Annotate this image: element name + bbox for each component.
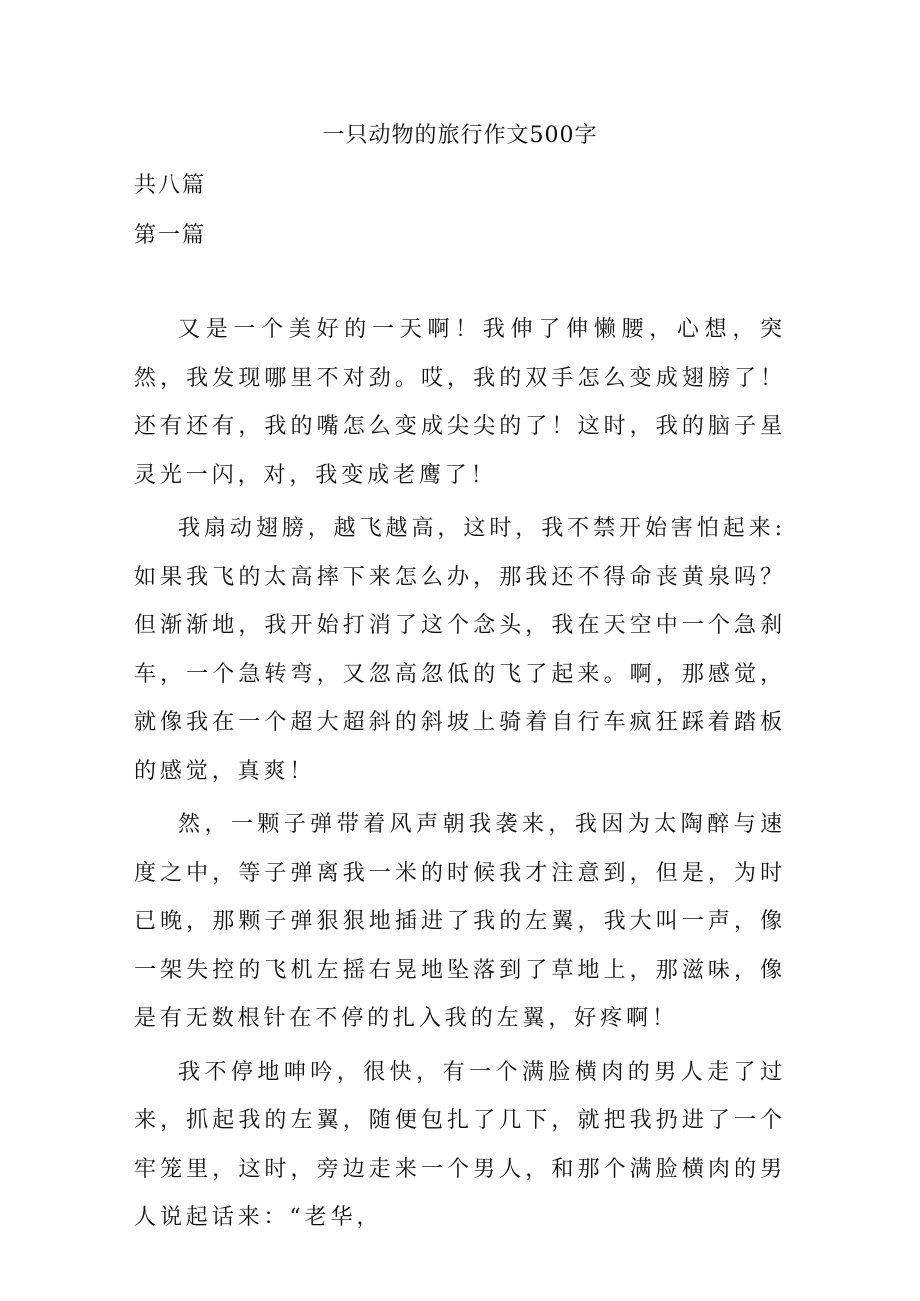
section-heading: 第一篇: [134, 223, 207, 248]
article-count-label: 共八篇: [134, 173, 207, 198]
essay-body: [134, 306, 786, 1248]
document-title: 一只动物的旅行作文500字: [322, 123, 598, 148]
paragraph-2: 我扇动翅膀，越飞越高，这时，我不禁开始害怕起来:如果我飞的太高摔下来怎么办，那我还不得命丧黄泉吗？但渐渐地，我开始打消了这个念头，我在天空中一个急刹车，一个急转弯，又忽高忽低的飞了起来。啊，那感觉，就像我在一个超大超斜的斜坡上骑着自行车疯狂踩着踏板的感觉，真爽！: [134, 516, 786, 784]
paragraph-3: 然，一颗子弹带着风声朝我袭来，我因为太陶醉与速度之中，等子弹离我一米的时候我才注意到，但是，为时已晚，那颗子弹狠狠地插进了我的左翼，我大叫一声，像一架失控的飞机左摇右晃地坠落到了草地上，那滋味，像是有无数根针在不停的扎入我的左翼，好疼啊！: [134, 812, 786, 1031]
paragraph-1: 又是一个美好的一天啊！我伸了伸懒腰，心想，突然，我发现哪里不对劲。哎，我的双手怎么变成翅膀了！还有还有，我的嘴怎么变成尖尖的了！这时，我的脑子星灵光一闪，对，我变成老鹰了！: [134, 317, 786, 488]
paragraph-4: 我不停地呻吟，很快，有一个满脸横肉的男人走了过来，抓起我的左翼，随便包扎了几下，就把我扔进了一个牢笼里，这时，旁边走来一个男人，和那个满脸横肉的男人说起话来：“老华，: [134, 1059, 786, 1230]
